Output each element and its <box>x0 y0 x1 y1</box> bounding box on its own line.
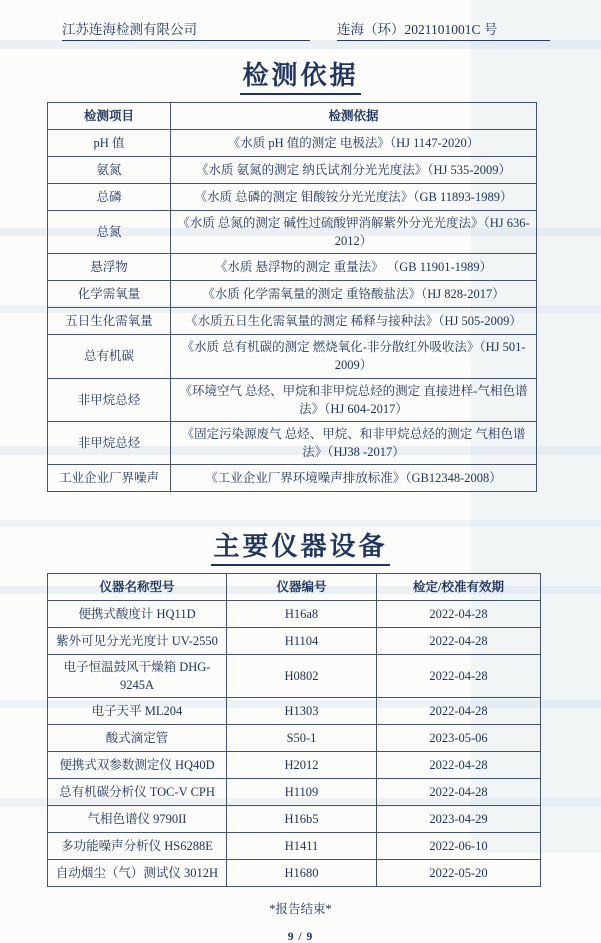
test-basis-cell: 《工业企业厂界环境噪声排放标准》（GB12348-2008） <box>171 465 537 492</box>
calibration-date-cell: 2022-04-28 <box>377 698 541 725</box>
calibration-date-cell: 2023-05-06 <box>377 725 541 752</box>
table-row <box>48 281 537 308</box>
test-item-cell: pH 值 <box>48 130 171 157</box>
instrument-code-cell: H1411 <box>227 833 377 860</box>
table-row <box>48 601 541 628</box>
table-row <box>48 725 541 752</box>
calibration-date-cell: 2023-04-29 <box>377 806 541 833</box>
col-header-instrument-code: 仪器编号 <box>227 574 377 601</box>
test-item-cell: 总氮 <box>48 211 171 254</box>
report-number: 连海（环）2021101001C 号 <box>337 18 550 41</box>
instrument-code-cell: H1303 <box>227 698 377 725</box>
instrument-code-cell: H16b5 <box>227 806 377 833</box>
section2-title: 主要仪器设备 <box>211 532 389 566</box>
test-item-cell: 悬浮物 <box>48 254 171 281</box>
instruments-table <box>47 573 541 887</box>
table-header-row <box>48 574 541 601</box>
company-name: 江苏连海检测有限公司 <box>62 18 310 41</box>
table-row <box>48 184 537 211</box>
calibration-date-cell: 2022-04-28 <box>377 628 541 655</box>
instrument-name-cell: 多功能噪声分析仪 HS6288E <box>48 833 227 860</box>
test-basis-cell: 《水质五日生化需氧量的测定 稀释与接种法》（HJ 505-2009） <box>171 308 537 335</box>
test-basis-cell: 《水质 总氮的测定 碱性过硫酸钾消解紫外分光光度法》（HJ 636-2012） <box>171 211 537 254</box>
table-row <box>48 130 537 157</box>
report-end-note: *报告结束* <box>269 902 332 917</box>
col-header-instrument-name: 仪器名称型号 <box>48 574 227 601</box>
instrument-code-cell: H1104 <box>227 628 377 655</box>
instrument-code-cell: H2012 <box>227 752 377 779</box>
calibration-date-cell: 2022-06-10 <box>377 833 541 860</box>
instrument-code-cell: H1680 <box>227 860 377 887</box>
instrument-name-cell: 便携式酸度计 HQ11D <box>48 601 227 628</box>
test-basis-cell: 《水质 悬浮物的测定 重量法》 （GB 11901-1989） <box>171 254 537 281</box>
table-row <box>48 211 537 254</box>
calibration-date-cell: 2022-04-28 <box>377 655 541 698</box>
table-header-row <box>48 103 537 130</box>
col-header-test-item: 检测项目 <box>48 103 171 130</box>
test-item-cell: 五日生化需氧量 <box>48 308 171 335</box>
instrument-code-cell: H1109 <box>227 779 377 806</box>
test-item-cell: 非甲烷总烃 <box>48 378 171 421</box>
table-row <box>48 465 537 492</box>
test-basis-cell: 《水质 总磷的测定 钼酸铵分光光度法》（GB 11893-1989） <box>171 184 537 211</box>
section2-title-wrap <box>0 526 601 563</box>
table-row <box>48 254 537 281</box>
test-item-cell: 工业企业厂界噪声 <box>48 465 171 492</box>
table-row <box>48 860 541 887</box>
test-item-cell: 氨氮 <box>48 157 171 184</box>
col-header-test-basis: 检测依据 <box>171 103 537 130</box>
col-header-calibration-validity: 检定/校准有效期 <box>377 574 541 601</box>
table-row <box>48 779 541 806</box>
calibration-date-cell: 2022-05-20 <box>377 860 541 887</box>
test-basis-cell: 《水质 总有机碳的测定 燃烧氧化-非分散红外吸收法》（HJ 501-2009） <box>171 335 537 378</box>
test-basis-cell: 《水质 氨氮的测定 纳氏试剂分光光度法》（HJ 535-2009） <box>171 157 537 184</box>
section1-title-wrap <box>0 55 601 92</box>
test-item-cell: 化学需氧量 <box>48 281 171 308</box>
table-row <box>48 378 537 421</box>
page-number: 9 / 9 <box>287 931 314 943</box>
test-basis-cell: 《固定污染源废气 总烃、甲烷、和非甲烷总烃的测定 气相色谱法》（HJ38 -2017） <box>171 421 537 464</box>
instrument-name-cell: 气相色谱仪 9790II <box>48 806 227 833</box>
instrument-code-cell: H16a8 <box>227 601 377 628</box>
instrument-code-cell: S50-1 <box>227 725 377 752</box>
table-row <box>48 698 541 725</box>
instrument-code-cell: H0802 <box>227 655 377 698</box>
test-item-cell: 非甲烷总烃 <box>48 421 171 464</box>
test-basis-cell: 《环境空气 总烃、甲烷和非甲烷总烃的测定 直接进样-气相色谱法》（HJ 604-2017） <box>171 378 537 421</box>
instrument-name-cell: 电子恒温鼓风干燥箱 DHG-9245A <box>48 655 227 698</box>
table-row <box>48 655 541 698</box>
calibration-date-cell: 2022-04-28 <box>377 779 541 806</box>
instrument-name-cell: 总有机碳分析仪 TOC-V CPH <box>48 779 227 806</box>
table-row <box>48 628 541 655</box>
test-basis-table <box>47 102 537 492</box>
instrument-name-cell: 便携式双参数测定仪 HQ40D <box>48 752 227 779</box>
calibration-date-cell: 2022-04-28 <box>377 752 541 779</box>
instrument-name-cell: 自动烟尘（气）测试仪 3012H <box>48 860 227 887</box>
test-basis-cell: 《水质 化学需氧量的测定 重铬酸盐法》（HJ 828-2017） <box>171 281 537 308</box>
test-basis-cell: 《水质 pH 值的测定 电极法》（HJ 1147-2020） <box>171 130 537 157</box>
table-row <box>48 157 537 184</box>
test-item-cell: 总有机碳 <box>48 335 171 378</box>
table-row <box>48 806 541 833</box>
table-row <box>48 752 541 779</box>
table-row <box>48 833 541 860</box>
instrument-name-cell: 紫外可见分光光度计 UV-2550 <box>48 628 227 655</box>
calibration-date-cell: 2022-04-28 <box>377 601 541 628</box>
section1-title: 检测依据 <box>240 61 360 95</box>
table-row <box>48 335 537 378</box>
instrument-name-cell: 电子天平 ML204 <box>48 698 227 725</box>
instrument-name-cell: 酸式滴定管 <box>48 725 227 752</box>
table-row <box>48 421 537 464</box>
page-header <box>0 0 601 41</box>
test-item-cell: 总磷 <box>48 184 171 211</box>
table-row <box>48 308 537 335</box>
